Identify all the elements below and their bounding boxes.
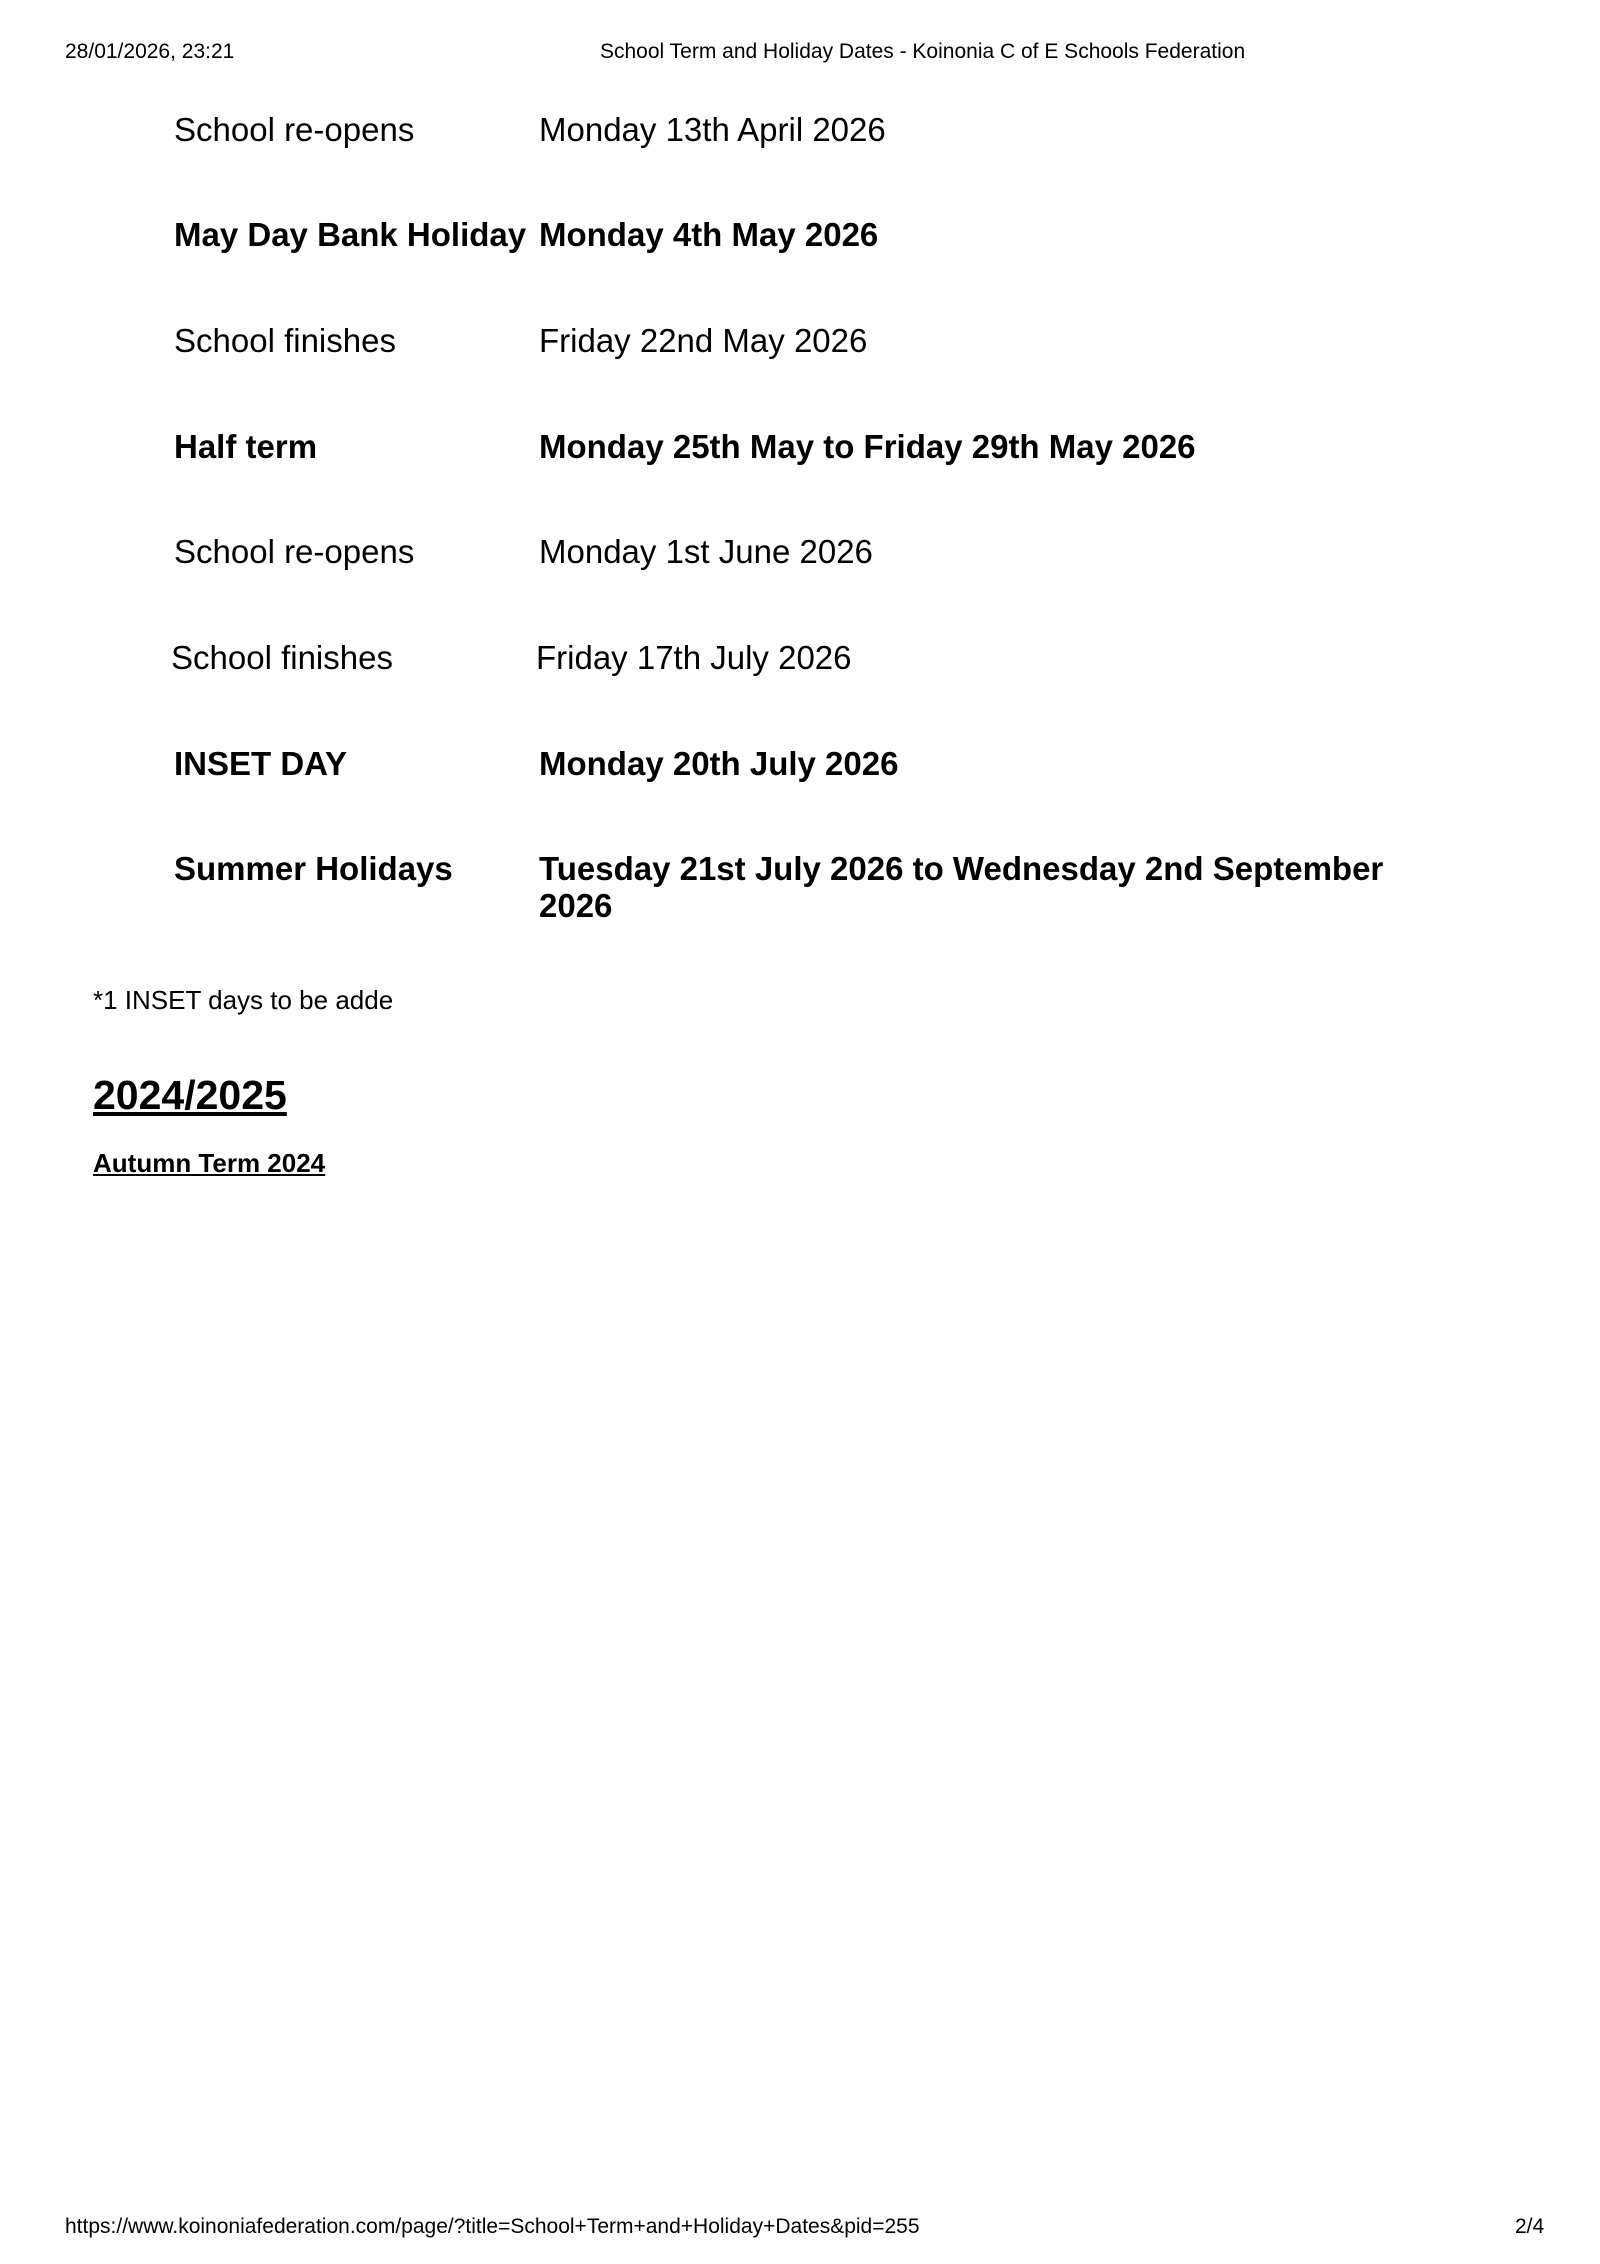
term-row-date: Friday 22nd May 2026: [539, 322, 868, 359]
term-row-date: Monday 25th May to Friday 29th May 2026: [539, 428, 1196, 465]
term-row-label: May Day Bank Holiday: [174, 216, 527, 253]
term-row-date: Monday 1st June 2026: [539, 533, 873, 570]
print-page-title: School Term and Holiday Dates - Koinonia C of E Schools Federation: [600, 40, 1246, 63]
term-row-label: School re-opens: [174, 533, 415, 570]
term-row-label: School re-opens: [174, 111, 415, 148]
term-row-label: School finishes: [171, 639, 393, 676]
term-row-date: Friday 17th July 2026: [536, 639, 852, 676]
footnote: *1 INSET days to be adde: [93, 985, 394, 1015]
term-row-label: Half term: [174, 428, 318, 465]
print-datetime: 28/01/2026, 23:21: [65, 40, 235, 63]
term-heading: Autumn Term 2024: [93, 1148, 326, 1178]
year-heading: 2024/2025: [93, 1072, 287, 1118]
print-url: https://www.koinoniafederation.com/page/?title=School+Term+and+Holiday+Dates&pid=255: [65, 2215, 920, 2238]
term-row-date: Monday 20th July 2026: [539, 745, 899, 782]
term-row-label: Summer Holidays: [174, 850, 453, 887]
term-row-label: School finishes: [174, 322, 396, 359]
term-row-label: INSET DAY: [174, 745, 347, 782]
term-row-date: Monday 13th April 2026: [539, 111, 886, 148]
term-row-date: Tuesday 21st July 2026 to Wednesday 2nd September 2026: [539, 850, 1384, 924]
term-row-date: Monday 4th May 2026: [539, 216, 879, 253]
page-number: 2/4: [1515, 2215, 1545, 2238]
